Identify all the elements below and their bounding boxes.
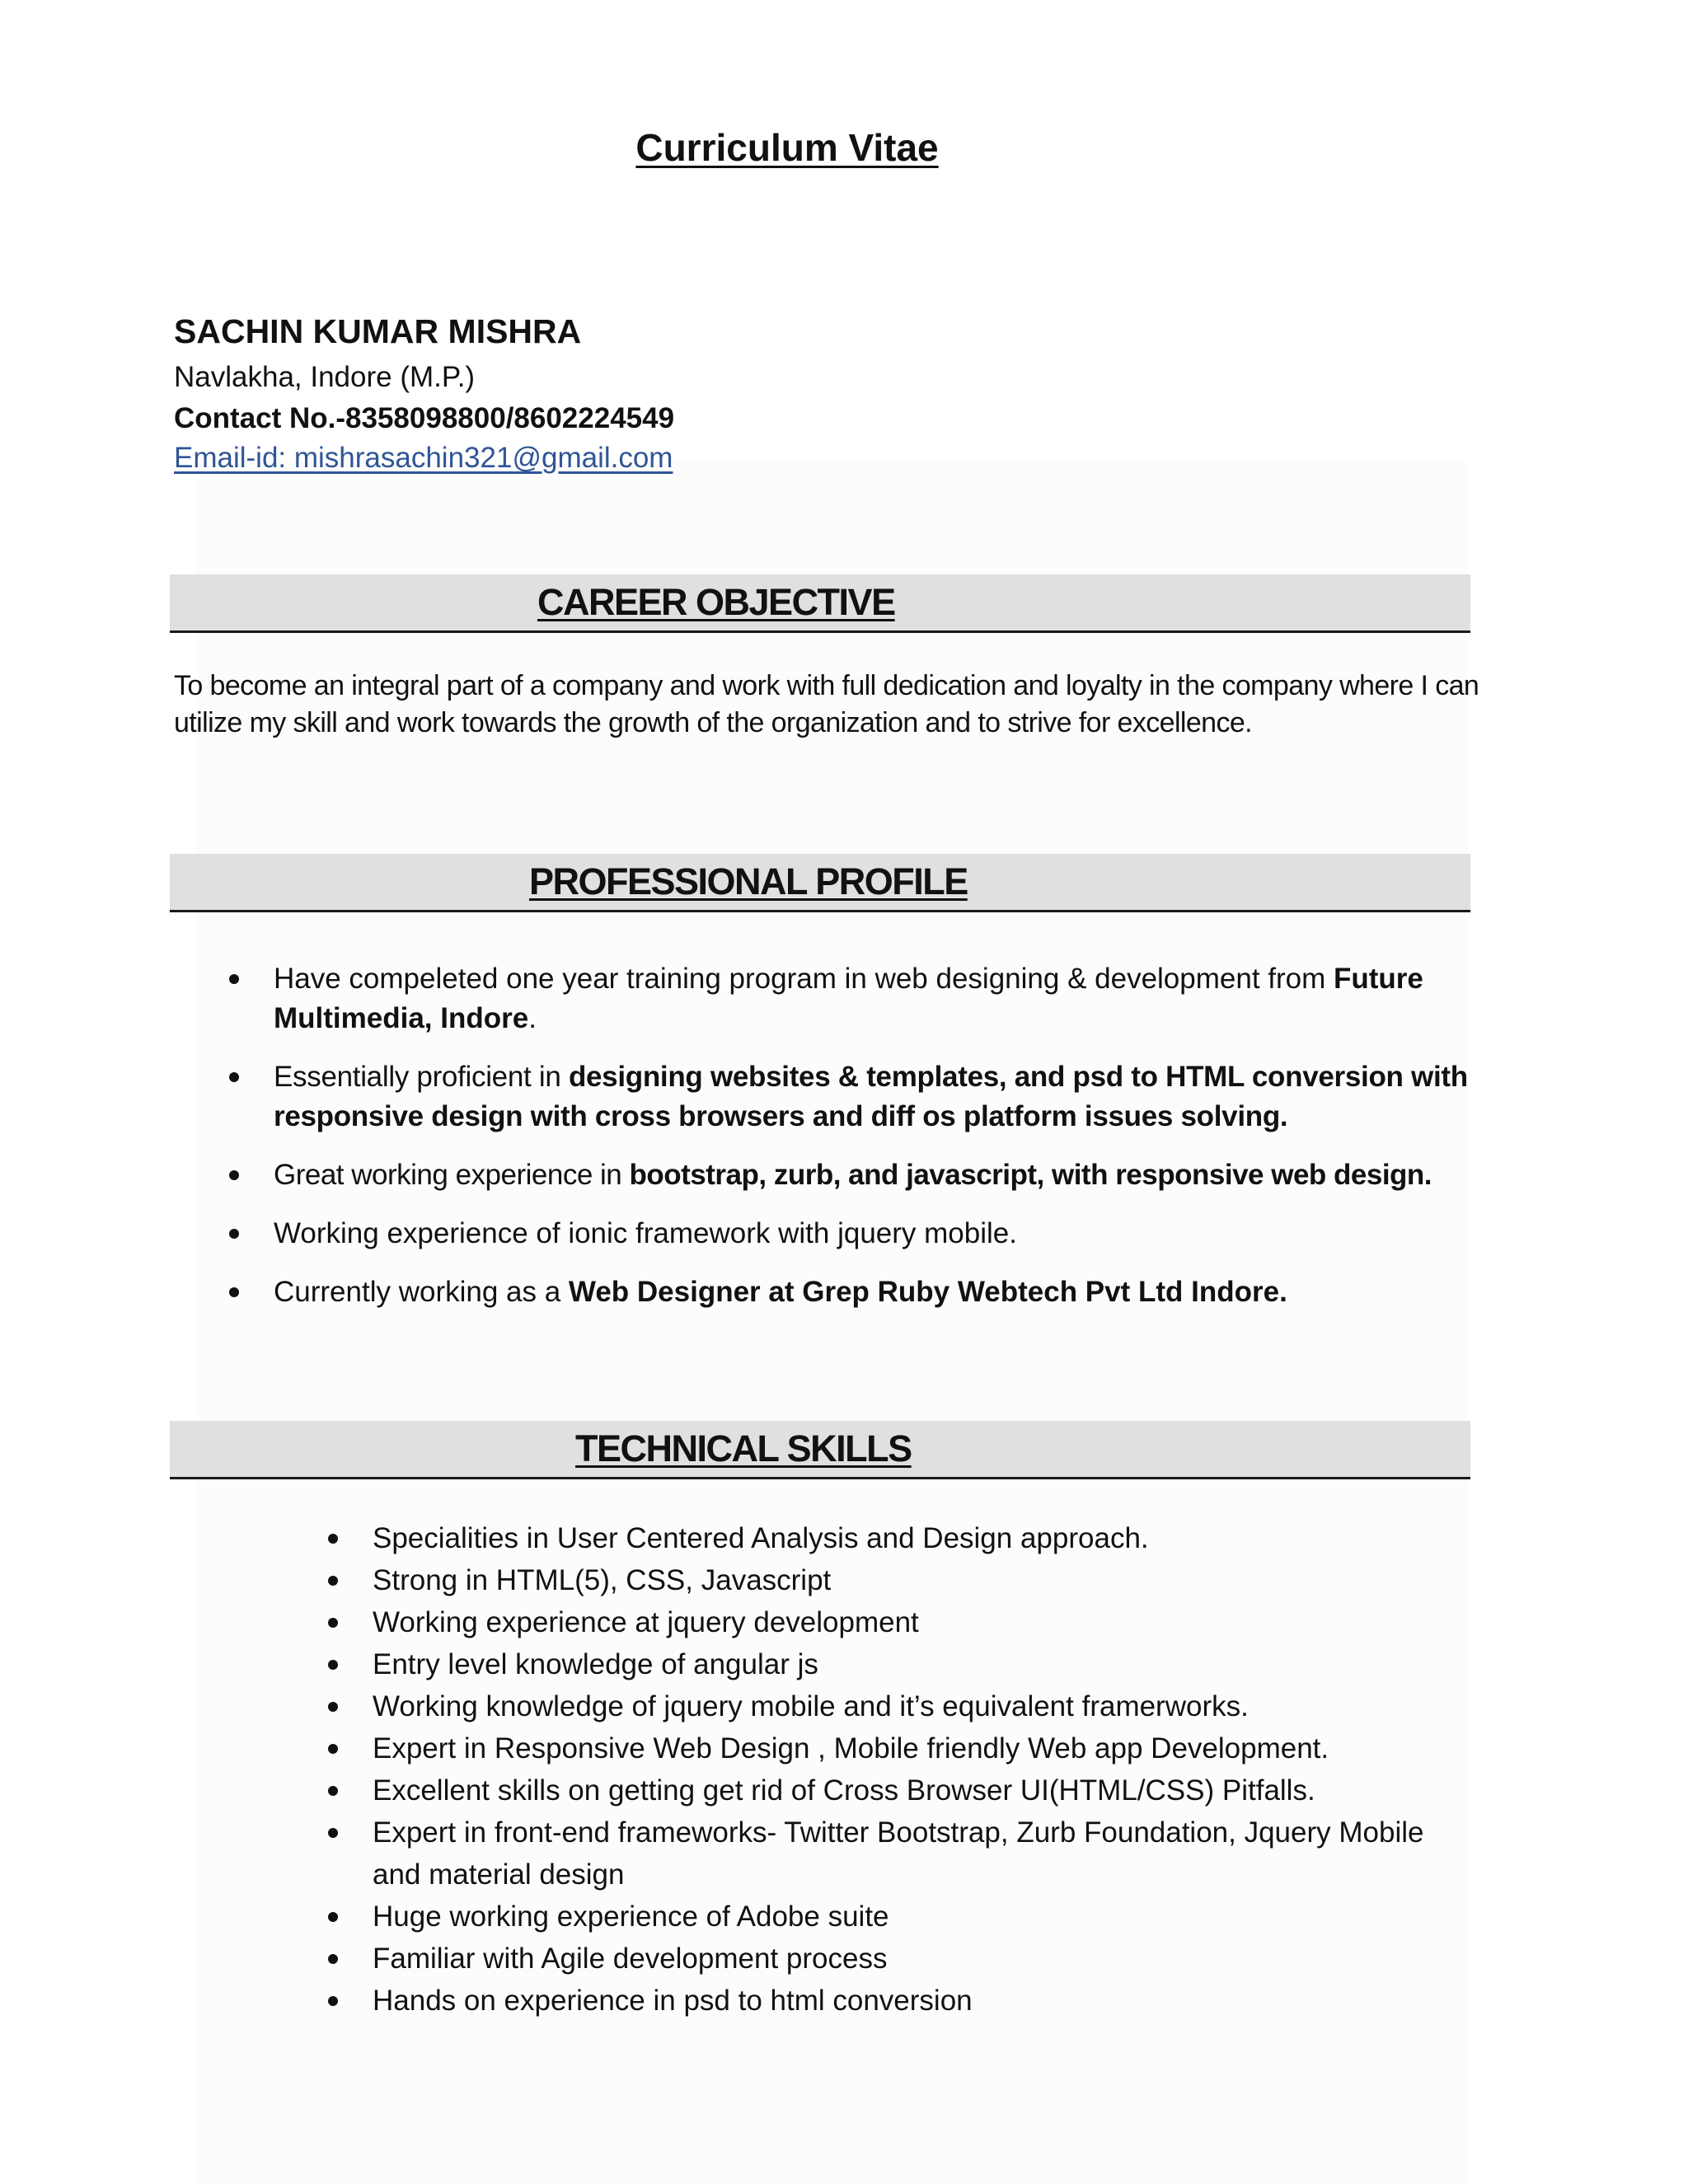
list-item: Huge working experience of Adobe suite — [373, 1896, 1461, 1938]
list-item: Currently working as a Web Designer at Grep Ruby Webtech Pvt Ltd Indore. — [274, 1272, 1526, 1312]
list-item: Familiar with Agile development process — [373, 1938, 1461, 1980]
candidate-name: SACHIN KUMAR MISHRA — [174, 312, 582, 350]
address: Navlakha, Indore (M.P.) — [174, 361, 476, 393]
list-item: Expert in Responsive Web Design , Mobile friendly Web app Development. — [373, 1727, 1461, 1769]
list-item: Strong in HTML(5), CSS, Javascript — [373, 1559, 1461, 1601]
objective-text: To become an integral part of a company and work with full dedication and loyalty in the company where I can utilize my skill and work towards the growth of the organization and to strive for excellence. — [174, 670, 1479, 738]
email-link[interactable]: Email-id: mishrasachin321@gmail.com — [174, 442, 673, 474]
skills-list — [373, 1517, 1461, 2022]
career-objective-header — [170, 574, 1470, 633]
document-title: Curriculum Vitae — [635, 126, 939, 169]
list-item: Expert in front-end frameworks- Twitter Bootstrap, Zurb Foundation, Jquery Mobile and material design — [373, 1811, 1461, 1896]
list-item: Essentially proficient in designing websites & templates, and psd to HTML conversion with responsive design with cross browsers and diff os platform issues solving. — [274, 1057, 1526, 1137]
section-title: CAREER OBJECTIVE — [537, 581, 895, 623]
list-item: Hands on experience in psd to html conversion — [373, 1980, 1461, 2022]
section-title: PROFESSIONAL PROFILE — [529, 860, 968, 902]
section-title: TECHNICAL SKILLS — [575, 1427, 912, 1469]
profile-list — [274, 959, 1526, 1331]
list-item: Working experience of ionic framework with jquery mobile. — [274, 1214, 1526, 1254]
professional-profile-header — [170, 854, 1470, 912]
list-item: Working experience at jquery development — [373, 1601, 1461, 1643]
list-item: Working knowledge of jquery mobile and it’s equivalent framerworks. — [373, 1685, 1461, 1727]
contact-block — [174, 307, 674, 478]
list-item: Entry level knowledge of angular js — [373, 1643, 1461, 1685]
technical-skills-header — [170, 1421, 1470, 1479]
list-item: Specialities in User Centered Analysis and Design approach. — [373, 1517, 1461, 1559]
list-item: Great working experience in bootstrap, zurb, and javascript, with responsive web design. — [274, 1155, 1526, 1195]
list-item: Excellent skills on getting get rid of Cross Browser UI(HTML/CSS) Pitfalls. — [373, 1769, 1461, 1811]
contact-number: Contact No.-8358098800/8602224549 — [174, 402, 675, 434]
list-item: Have compeleted one year training program in web designing & development from Future Multimedia, Indore. — [274, 959, 1526, 1038]
